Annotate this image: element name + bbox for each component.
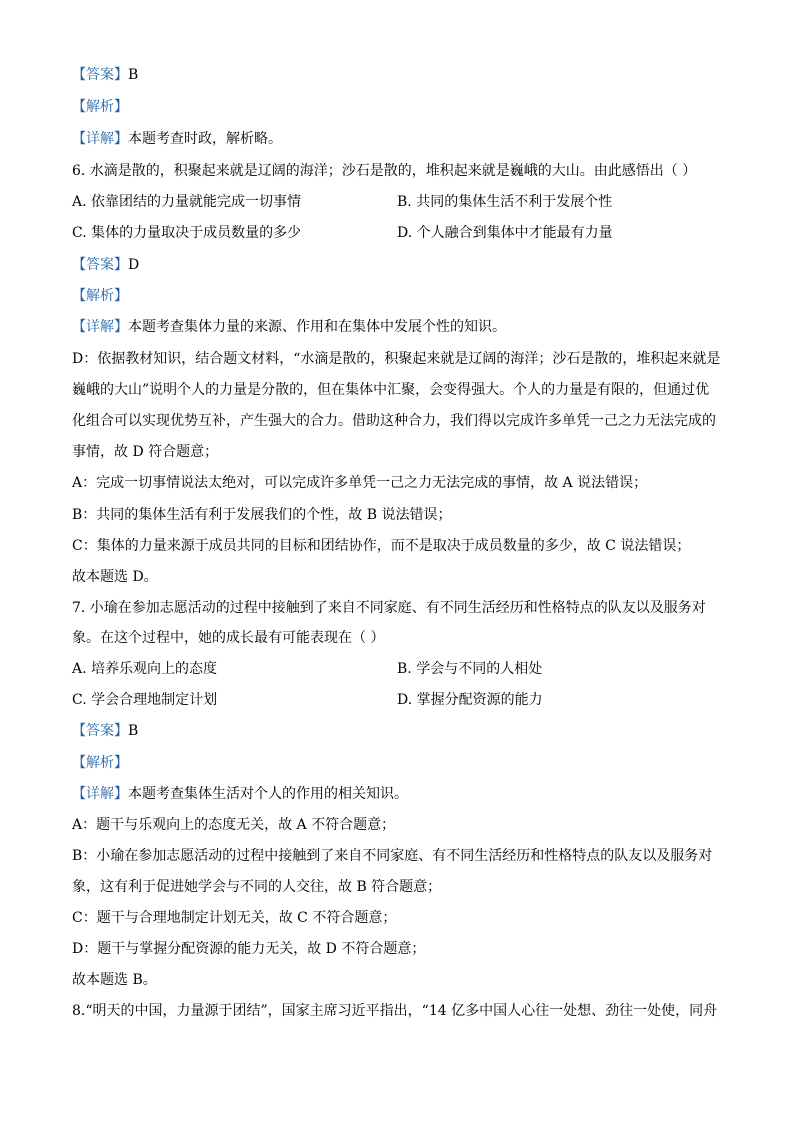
q7-conclusion: 故本题选 B。 — [72, 972, 157, 988]
q6-option-c: C. 集体的力量取决于成员数量的多少 — [72, 225, 302, 241]
q7-stem-line: 7. 小瑜在参加志愿活动的过程中接触到了来自不同家庭、有不同生活经历和性格特点的队友以及服务对 — [72, 600, 706, 616]
q7-explanation-line: B：小瑜在参加志愿活动的过程中接触到了来自不同家庭、有不同生活经历和性格特点的队友以及服务对 — [72, 848, 713, 864]
q6-explanation-line: D：依据教材知识，结合题文材料，“水滴是散的，积聚起来就是辽阔的海洋；沙石是散的，堆积起来就是 — [72, 351, 721, 367]
q6-options-row-2 — [72, 223, 722, 243]
q7-options-row-2 — [72, 690, 722, 710]
detail-label: 【详解】 — [72, 319, 128, 335]
q6-detail-line — [72, 317, 722, 337]
detail-label: 【详解】 — [72, 131, 128, 147]
answer-label: 【答案】 — [72, 723, 128, 739]
q6-explanation-line: C：集体的力量来源于成员共同的目标和团结协作，而不是取决于成员数量的多少，故 C 说法错误； — [72, 538, 691, 554]
answer-value: D — [128, 257, 140, 273]
answer-label: 【答案】 — [72, 67, 128, 83]
answer-value: B — [128, 723, 139, 739]
q7-analysis-label — [72, 753, 722, 773]
q7-explanation-line: C：题干与合理地制定计划无关，故 C 不符合题意； — [72, 910, 397, 926]
q7-explanation-line: 象，这有利于促进她学会与不同的人交往，故 B 符合题意； — [72, 879, 442, 895]
q7-stem-line: 象。在这个过程中，她的成长最有可能表现在（ ） — [72, 630, 385, 646]
q7-option-b: B. 学会与不同的人相处 — [397, 661, 543, 677]
q6-explanation-line: 巍峨的大山”说明个人的力量是分散的，但在集体中汇聚，会变得强大。个人的力量是有限的，但通过优 — [72, 382, 710, 398]
q5-detail-line — [72, 129, 722, 149]
analysis-label: 【解析】 — [72, 99, 128, 115]
q6-explanation-line: A：完成一切事情说法太绝对，可以完成许多单凭一己之力无法完成的事情，故 A 说法错误； — [72, 475, 648, 491]
q7-options-row-1 — [72, 659, 722, 679]
q7-option-c: C. 学会合理地制定计划 — [72, 692, 218, 708]
q6-stem: 6. 水滴是散的，积聚起来就是辽阔的海洋；沙石是散的，堆积起来就是巍峨的大山。由此感悟出（ ） — [72, 163, 697, 179]
q7-option-a: A. 培养乐观向上的态度 — [72, 661, 218, 677]
q7-answer-line — [72, 721, 722, 741]
q5-answer-line — [72, 65, 722, 85]
q5-analysis-label — [72, 97, 722, 117]
detail-text: 本题考查集体生活对个人的作用的相关知识。 — [128, 786, 408, 802]
detail-label: 【详解】 — [72, 786, 128, 802]
q6-explanation-line: 事情，故 D 符合题意； — [72, 444, 219, 460]
q7-explanation-line: A：题干与乐观向上的态度无关，故 A 不符合题意； — [72, 817, 396, 833]
answer-value: B — [128, 67, 139, 83]
q7-option-d: D. 掌握分配资源的能力 — [397, 692, 543, 708]
q6-answer-line — [72, 255, 722, 275]
analysis-label: 【解析】 — [72, 288, 128, 304]
q6-option-b: B. 共同的集体生活不利于发展个性 — [397, 194, 613, 210]
q6-option-a: A. 依靠团结的力量就能完成一切事情 — [72, 194, 302, 210]
q7-detail-line — [72, 784, 722, 804]
detail-text: 本题考查集体力量的来源、作用和在集体中发展个性的知识。 — [128, 319, 506, 335]
q7-explanation-line: D：题干与掌握分配资源的能力无关，故 D 不符合题意； — [72, 941, 426, 957]
q6-explanation-line: B：共同的集体生活有利于发展我们的个性，故 B 说法错误； — [72, 507, 452, 523]
q6-conclusion: 故本题选 D。 — [72, 569, 158, 585]
q6-explanation-line: 化组合可以实现优势互补，产生强大的合力。借助这种合力，我们得以完成许多单凭一己之力无法完成的 — [72, 413, 716, 429]
q6-options-row-1 — [72, 192, 722, 212]
answer-label: 【答案】 — [72, 257, 128, 273]
q6-analysis-label — [72, 286, 722, 306]
detail-text: 本题考查时政，解析略。 — [128, 131, 282, 147]
analysis-label: 【解析】 — [72, 755, 128, 771]
q6-option-d: D. 个人融合到集体中才能最有力量 — [397, 225, 613, 241]
q8-stem: 8.“明天的中国，力量源于团结”，国家主席习近平指出，“14 亿多中国人心往一处想、劲往一处使，同舟 — [72, 1003, 718, 1019]
